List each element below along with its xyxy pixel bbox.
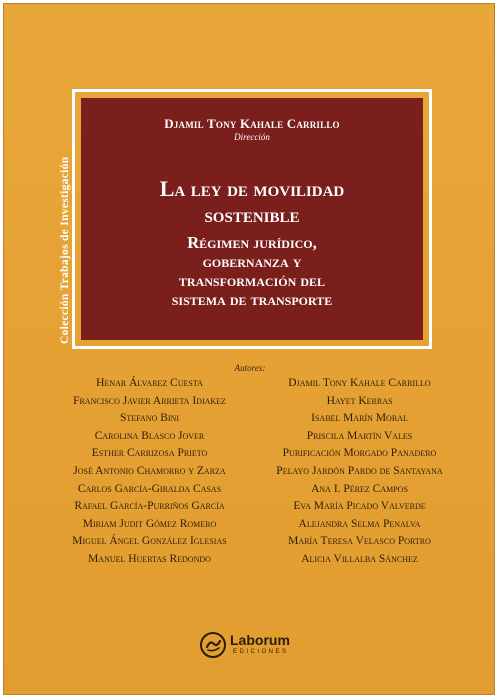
author-name: Manuel Huertas Redondo <box>88 552 211 565</box>
subtitle-line: transformación del <box>178 271 326 290</box>
author-name: Alejandra Selma Penalva <box>298 517 421 530</box>
title-line: sostenible <box>204 202 300 227</box>
subtitle-line: Régimen jurídico, <box>187 233 317 252</box>
author-name: Francisco Javier Arrieta Idiakez <box>73 394 226 407</box>
authors-left-column <box>42 375 257 569</box>
title-line: La ley de movilidad <box>159 176 345 201</box>
collection-label: Colección Trabajos de Investigación <box>59 156 71 344</box>
laborum-logo-icon <box>200 632 226 658</box>
author-name: María Teresa Velasco Portro <box>288 535 431 548</box>
authors-label: Autores: <box>234 363 266 373</box>
director-name: Djamil Tony Kahale Carrillo <box>164 116 340 131</box>
author-name: Hayet Kerras <box>326 394 393 407</box>
book-title <box>81 176 423 228</box>
author-name: Carolina Blasco Jover <box>94 429 205 442</box>
author-name: Stefano Bini <box>119 412 179 425</box>
director-role: Dirección <box>234 132 270 142</box>
title-panel <box>81 98 423 340</box>
author-name: Rafael García-Purriños García <box>74 500 225 513</box>
author-name: Eva María Picado Valverde <box>293 500 426 513</box>
author-name: Ana I. Pérez Campos <box>311 482 408 495</box>
author-name: Purificación Morgado Panadero <box>282 447 437 460</box>
subtitle-line: gobernanza y <box>202 252 302 271</box>
publisher-name: Laborum <box>230 632 290 648</box>
authors-right-column <box>252 375 467 569</box>
subtitle-line: sistema de transporte <box>171 290 333 309</box>
author-name: Alicia Villalba Sánchez <box>301 552 418 565</box>
author-name: Isabel Marín Moral <box>311 412 408 425</box>
author-name: Djamil Tony Kahale Carrillo <box>288 377 431 389</box>
publisher-subtitle: EDICIONES <box>233 649 289 655</box>
author-name: Miguel Ángel González Iglesias <box>72 535 227 548</box>
author-name: Priscila Martín Vales <box>306 429 413 442</box>
title-frame <box>72 89 432 349</box>
book-subtitle <box>81 233 423 309</box>
author-name: Henar Álvarez Cuesta <box>96 377 203 389</box>
author-name: Pelayo Jardón Pardo de Santayana <box>276 464 443 477</box>
publisher-logo <box>200 630 310 660</box>
author-name: Carlos García-Giralda Casas <box>77 482 222 495</box>
author-name: Esther Carrizosa Prieto <box>91 447 208 460</box>
author-name: Miriam Judit Gómez Romero <box>82 517 217 530</box>
author-name: José Antonio Chamorro y Zarza <box>73 464 226 477</box>
book-cover <box>3 3 495 695</box>
